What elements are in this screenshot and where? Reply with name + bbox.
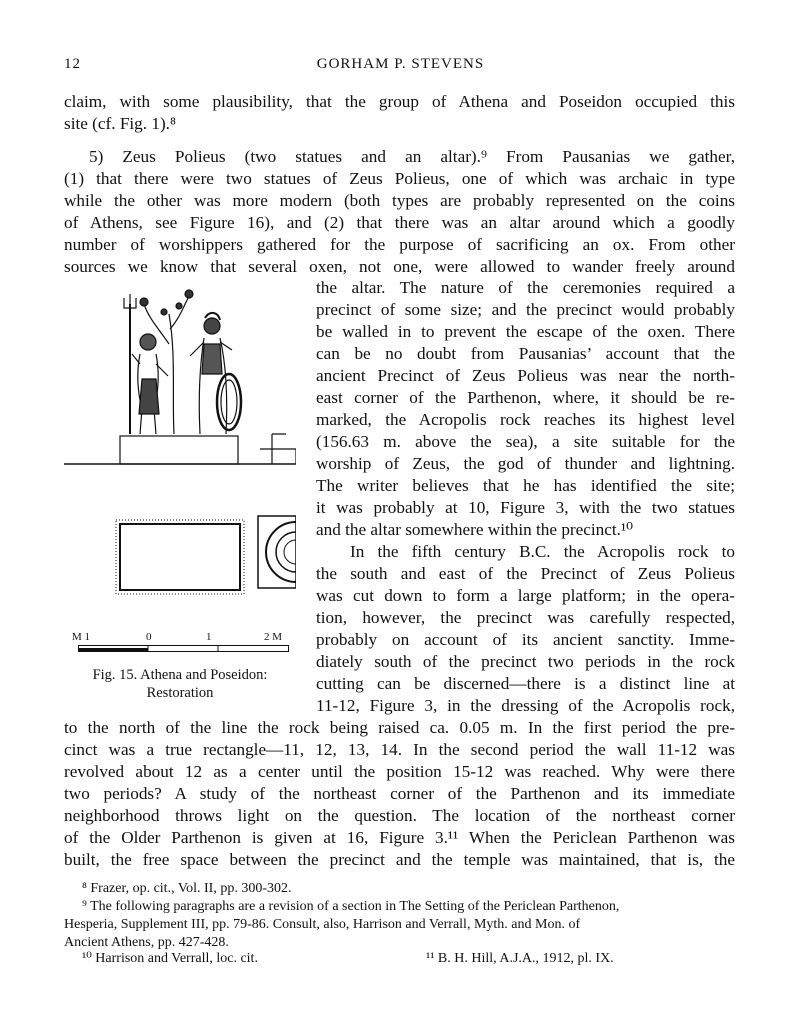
text-line: built, the free space between the precinct and the temple was maintained, that is, the — [64, 850, 735, 869]
text-line: it was probably at 10, Figure 3, with the two statues — [316, 498, 735, 517]
text-line: (1) that there were two statues of Zeus Polieus, one of which was archaic in type — [64, 169, 735, 188]
text-line: was cut down to form a large platform; in the opera- — [316, 586, 735, 605]
text-line: cinct was a true rectangle—11, 12, 13, 14. In the second period the wall 11-12 was — [64, 740, 735, 759]
scale-label-2m: 2 M — [264, 631, 283, 643]
text-line: neighborhood throws light on the question. The location of the northeast corner — [64, 806, 735, 825]
text-line: (156.63 m. above the sea), a site suitable for the — [316, 432, 735, 451]
footnote-10: ¹⁰ Harrison and Verrall, loc. cit. — [82, 951, 258, 966]
text-line: of the Older Parthenon is given at 16, Figure 3.¹¹ When the Periclean Parthenon was — [64, 828, 735, 847]
caption-line-1: Fig. 15. Athena and Poseidon: — [92, 667, 268, 683]
text-line: claim, with some plausibility, that the group of Athena and Poseidon occupied this — [64, 92, 735, 111]
text-line: marked, the Acropolis rock reaches its highest level — [316, 410, 735, 429]
text-line: while the other was more modern (both types are probably represented on the coins — [64, 191, 735, 210]
text-line: worship of Zeus, the god of thunder and lightning. — [316, 454, 735, 473]
text-line: of Athens, see Figure 16), and (2) that there was an altar around which a goodly — [64, 213, 735, 232]
running-title: GORHAM P. STEVENS — [316, 56, 485, 72]
statue-group-drawing — [64, 290, 296, 464]
caption-line-2: Restoration — [146, 685, 214, 701]
text-line: the altar. The nature of the ceremonies required a — [316, 278, 735, 297]
text-line: tion, however, the precinct was carefully respected, — [316, 608, 735, 627]
text-line: cutting can be discerned—there is a distinct line at — [316, 674, 735, 693]
text-line: precinct of some size; and the precinct would probably — [316, 300, 735, 319]
text-line: ancient Precinct of Zeus Polieus was near the north- — [316, 366, 735, 385]
footnote-9-line-2: Hesperia, Supplement III, pp. 79-86. Consult, also, Harrison and Verrall, Myth. and Mon. of — [64, 917, 581, 932]
text-line: site (cf. Fig. 1).⁸ — [64, 114, 176, 133]
text-line: number of worshippers gathered for the purpose of sacrificing an ox. From other — [64, 235, 735, 254]
text-line: be walled in to prevent the escape of the oxen. There — [316, 322, 735, 341]
text-line: probably on account of its ancient sanctity. Imme- — [316, 630, 735, 649]
figure-caption — [64, 666, 296, 702]
text-line: can be no doubt from Pausanias’ account that the — [316, 344, 735, 363]
text-line: 11-12, Figure 3, in the dressing of the Acropolis rock, — [316, 696, 735, 715]
footnote-11: ¹¹ B. H. Hill, A.J.A., 1912, pl. IX. — [426, 951, 614, 966]
text-line: two periods? A study of the northeast corner of the Parthenon and its immediate — [64, 784, 735, 803]
footnote-9-line-1: ⁹ The following paragraphs are a revision of a section in The Setting of the Periclean Parthenon, — [82, 899, 620, 914]
text-line: 5) Zeus Polieus (two statues and an altar).⁹ From Pausanias we gather, — [89, 147, 735, 166]
text-line: diately south of the precinct two periods in the rock — [316, 652, 735, 671]
athena-poseidon-figure — [64, 284, 296, 624]
page-number: 12 — [64, 56, 81, 72]
text-line: east corner of the Parthenon, where, it should be re- — [316, 388, 735, 407]
text-line: to the north of the line the rock being raised ca. 0.05 m. In the first period the pre- — [64, 718, 735, 737]
footnote-9-line-3: Ancient Athens, pp. 427-428. — [64, 935, 229, 950]
text-line: The writer believes that he has identified the site; — [316, 476, 735, 495]
text-line: and the altar somewhere within the precinct.¹⁰ — [316, 520, 634, 539]
text-line: In the fifth century B.C. the Acropolis rock to — [350, 542, 735, 561]
scale-label-m1: M 1 — [72, 631, 91, 643]
footnote-8: ⁸ Frazer, op. cit., Vol. II, pp. 300-302. — [82, 881, 292, 896]
text-line: the south and east of the Precinct of Zeus Polieus — [316, 564, 735, 583]
text-line: revolved about 12 as a center until the position 15-12 was reached. Why were there — [64, 762, 735, 781]
scale-ruler — [78, 645, 290, 653]
plan-drawing — [116, 516, 296, 594]
text-line: sources we know that several oxen, not one, were allowed to wander freely around — [64, 257, 735, 276]
scale-label-0: 0 — [146, 631, 152, 643]
scale-label-1: 1 — [206, 631, 212, 643]
